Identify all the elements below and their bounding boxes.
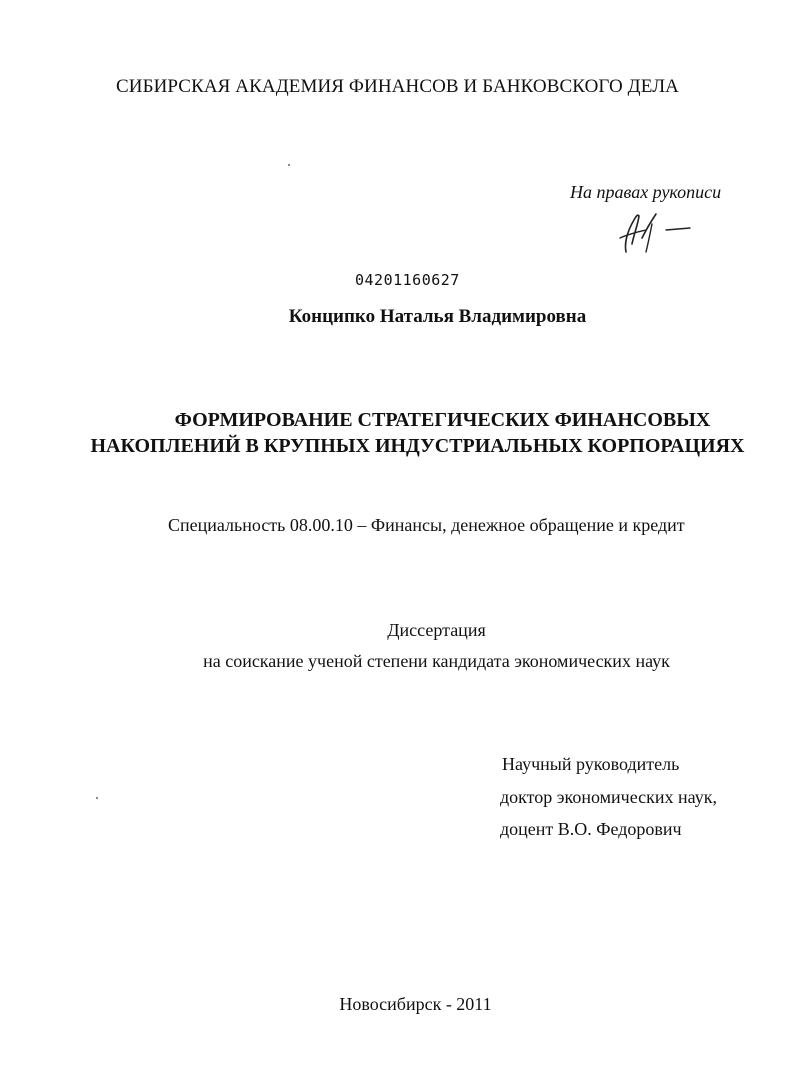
- rights-notice: На правах рукописи: [570, 182, 722, 202]
- author-name: Конципко Наталья Владимировна: [288, 306, 587, 327]
- title-line: ФОРМИРОВАНИЕ СТРАТЕГИЧЕСКИХ ФИНАНСОВЫХ: [174, 409, 711, 431]
- city-year: Новосибирск - 2011: [339, 994, 492, 1014]
- dissertation-title: [0, 407, 795, 459]
- specialty: Специальность 08.00.10 – Финансы, денежное обращение и кредит: [168, 515, 685, 535]
- signature-image: [612, 208, 696, 258]
- institution-name: СИБИРСКАЯ АКАДЕМИЯ ФИНАНСОВ И БАНКОВСКОГО ДЕЛА: [115, 76, 679, 97]
- advisor-name: доцент В.О. Федорович: [500, 819, 682, 839]
- advisor-degree: доктор экономических наук,: [500, 787, 717, 807]
- scan-speck: [96, 797, 98, 799]
- archive-number: 04201160627: [355, 271, 460, 289]
- degree-sought: на соискание ученой степени кандидата экономических наук: [203, 651, 670, 671]
- title-line: НАКОПЛЕНИЙ В КРУПНЫХ ИНДУСТРИАЛЬНЫХ КОРПОРАЦИЯХ: [90, 435, 745, 457]
- scan-speck: [288, 164, 290, 166]
- advisor-role: Научный руководитель: [502, 754, 680, 774]
- document-type: Диссертация: [387, 620, 486, 640]
